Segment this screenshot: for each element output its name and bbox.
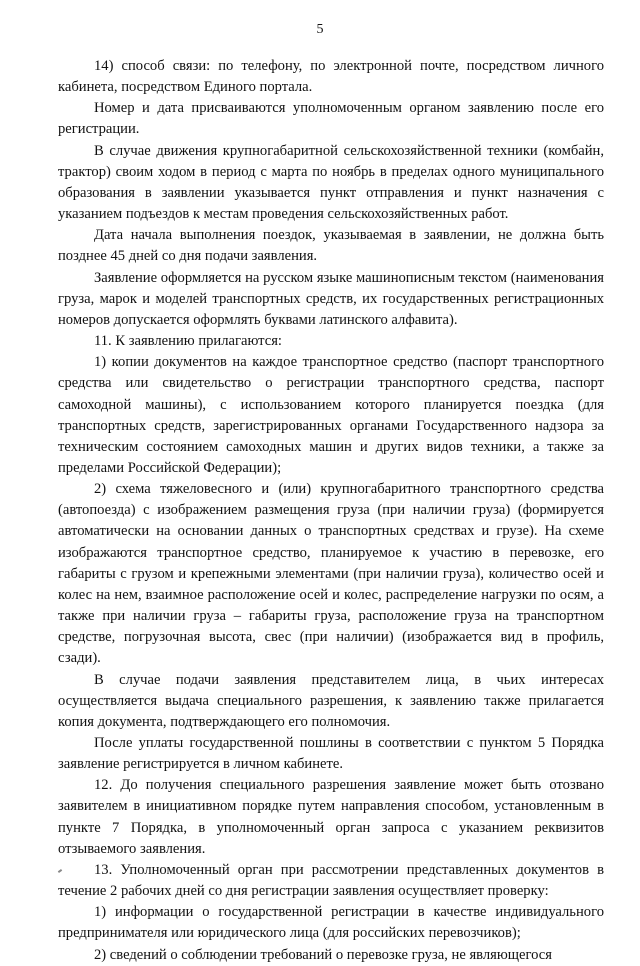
paragraph-communication-method: 14) способ связи: по телефону, по электронной почте, посредством личного кабинета, посредством Единого портала. (58, 58, 604, 96)
paragraph-registration-info: 1) информации о государственной регистрации в качестве индивидуального предпринимателя или юридического лица (для российских перевозчиков); (58, 904, 604, 942)
paragraph-section-11-heading: 11. К заявлению прилагаются: (94, 333, 282, 350)
paragraph-vehicle-scheme: 2) схема тяжеловесного и (или) крупногабаритного транспортного средства (автопоезда) с изображением размещения груза (при наличии груза) (формируется автоматически на основании данных о транспортных средствах и грузе). На схеме изображаются транспортное средство, планируемое к участию в перевозке, его габариты с грузом и крепежными элементами (при наличии груза), количество осей и колес на нем, взаимное расположение осей и колес, распределение нагрузки по осям, а также при наличии груза – габариты груза, расположение груза на транспортном средстве, погрузочная высота, свес (при наличии) (изображается вид в профиль, сзади). (58, 481, 604, 667)
paragraph-language-requirements: Заявление оформляется на русском языке машинописным текстом (наименования груза, марок и моделей транспортных средств, их государственных регистрационных номеров допускается оформлять буквами латинского алфавита). (58, 269, 604, 328)
paragraph-number-and-date: Номер и дата присваиваются уполномоченным органом заявлению после его регистрации. (58, 100, 604, 138)
paragraph-state-fee: После уплаты государственной пошлины в соответствии с пунктом 5 Порядка заявление регистрируется в личном кабинете. (58, 735, 604, 773)
paragraph-trip-start-date: Дата начала выполнения поездок, указываемая в заявлении, не должна быть позднее 45 дней со дня подачи заявления. (58, 227, 604, 265)
paragraph-section-12-withdrawal: 12. До получения специального разрешения заявление может быть отозвано заявителем в инициативном порядке путем направления способом, установленным в пункте 7 Порядка, в уполномоченный орган запроса с указанием реквизитов отзываемого заявления. (58, 777, 604, 857)
paragraph-representative: В случае подачи заявления представителем лица, в чьих интересах осуществляется выдача специального разрешения, к заявлению также прилагается копия документа, подтверждающего его полномочия. (58, 671, 604, 730)
paragraph-document-copies: 1) копии документов на каждое транспортное средство (паспорт транспортного средства или свидетельство о регистрации транспортного средства, паспорт самоходной машины), с использованием которого планируется поездка (для транспортных средств, зарегистрированных органами Государственного надзора за техническим состоянием самоходных машин и других видов техники, а также за пределами Российской Федерации); (58, 354, 604, 476)
paragraph-agricultural-machinery: В случае движения крупногабаритной сельскохозяйственной техники (комбайн, трактор) своим ходом в период с марта по ноябрь в пределах одного муниципального образования в заявлении указывается пункт отправления и пункт назначения с указанием подъездов к местам проведения сельскохозяйственных работ. (58, 142, 604, 223)
paragraph-cargo-requirements: 2) сведений о соблюдении требований о перевозке груза, не являющегося (94, 946, 552, 963)
page-number: 5 (316, 22, 324, 37)
paragraph-section-13-verification: 13. Уполномоченный орган при рассмотрении представленных документов в течение 2 рабочих дней со дня регистрации заявления осуществляет проверку: (58, 861, 604, 900)
document-body (58, 56, 604, 966)
